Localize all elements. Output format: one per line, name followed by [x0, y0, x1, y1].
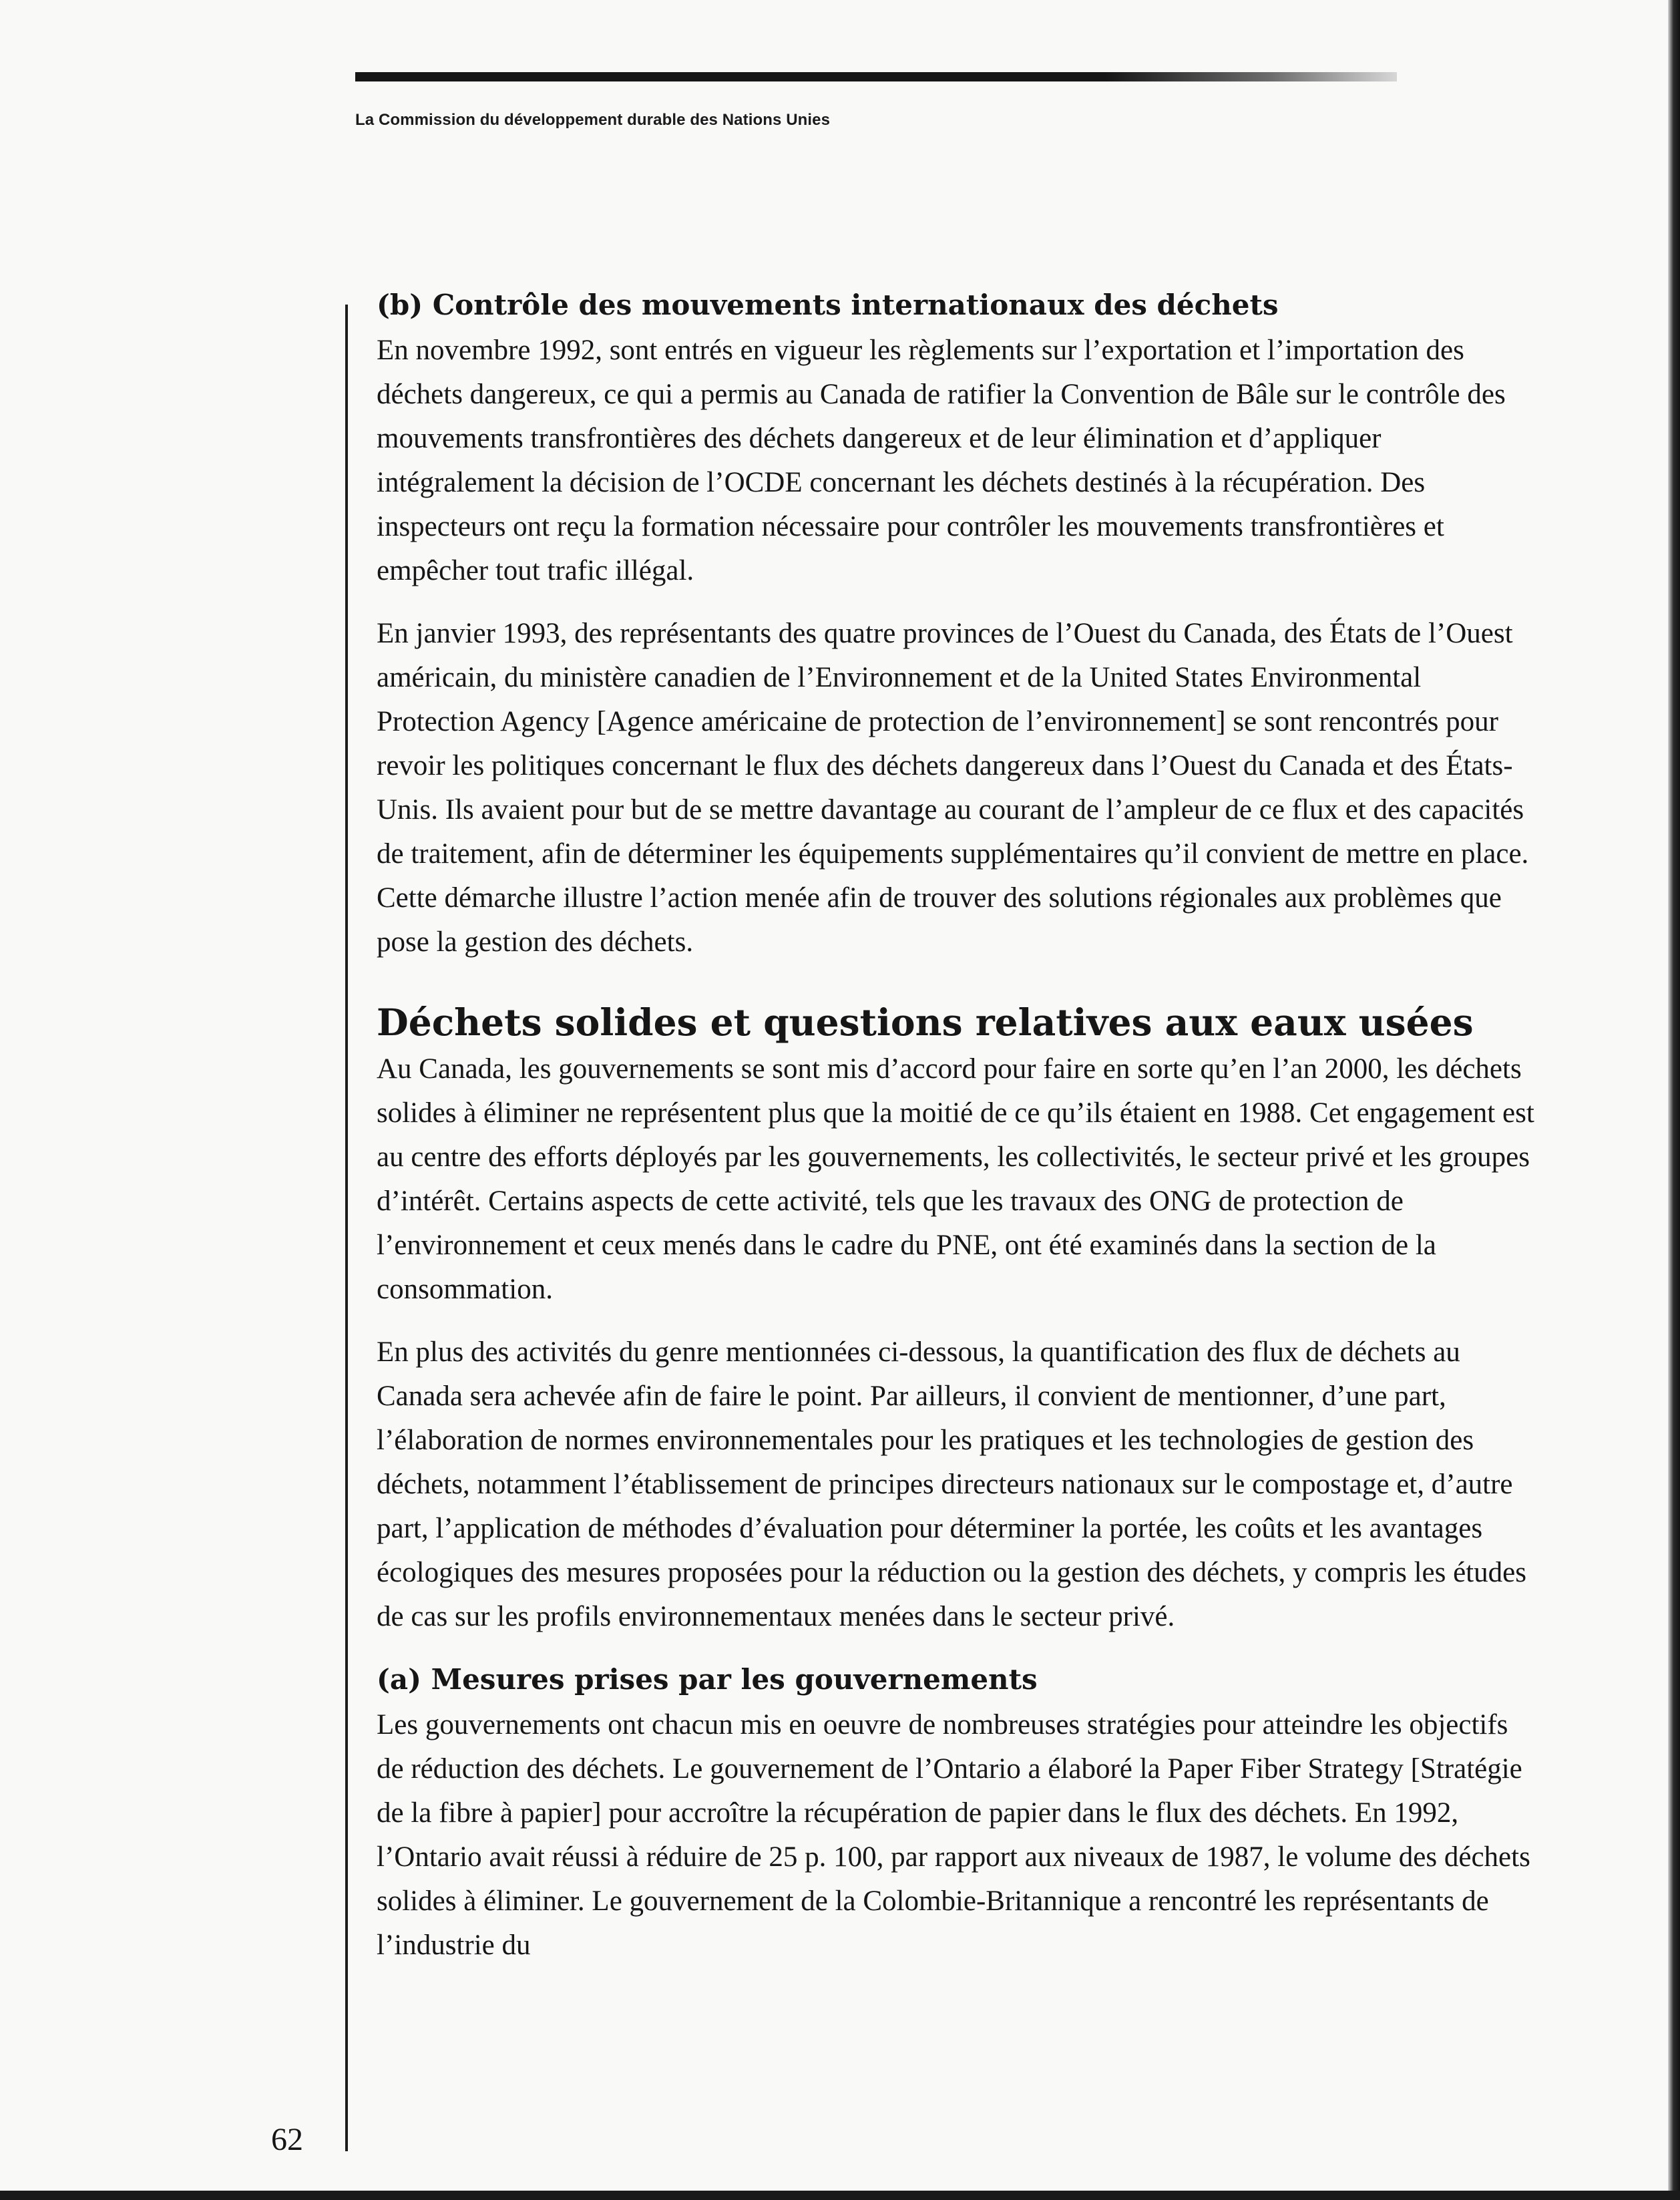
section-dechets-solides [377, 999, 1538, 1639]
page-edge-shadow-bottom [0, 2191, 1680, 2200]
paragraph-main-2: En plus des activités du genre mentionnées ci-dessous, la quantification des flux de déchets au Canada sera achevée afin de faire le point. Par ailleurs, il convient de mentionner, d’une part, l’élaboration de normes environnementales pour les pratiques et les technologies de gestion des déchets, notamment l’établissement de principes directeurs nationaux sur le compostage et, d’autre part, l’application de méthodes d’évaluation pour déterminer la portée, les coûts et les avantages écologiques des mesures proposées pour la réduction ou la gestion des déchets, y compris les études de cas sur les profils environnementaux menées dans le secteur privé. [377, 1336, 1526, 1632]
top-rule [355, 72, 1397, 81]
subheading-b: (b) Contrôle des mouvements internationaux des déchets [377, 289, 1279, 321]
left-margin-rule [345, 305, 348, 2151]
document-content [377, 287, 1538, 1968]
paragraph-b-1: En novembre 1992, sont entrés en vigueur les règlements sur l’exportation et l’importation des déchets dangereux, ce qui a permis au Canada de ratifier la Convention de Bâle sur le contrôle des mouvements transfrontières des déchets dangereux et de leur élimination et d’appliquer intégralement la décision de l’OCDE concernant les déchets destinés à la récupération. Des inspecteurs ont reçu la formation nécessaire pour contrôler les mouvements transfrontières et empêcher tout trafic illégal. [377, 335, 1506, 586]
paragraph-main-1: Au Canada, les gouvernements se sont mis d’accord pour faire en sorte qu’en l’an 2000, les déchets solides à éliminer ne représentent plus que la moitié de ce qu’ils étaient en 1988. Cet engagement est au centre des efforts déployés par les gouvernements, les collectivités, le secteur privé et les groupes d’intérêt. Certains aspects de cette activité, tels que les travaux des ONG de protection de l’environnement et ceux menés dans le cadre du PNE, ont été examinés dans la section de la consommation. [377, 1053, 1534, 1305]
subheading-a: (a) Mesures prises par les gouvernements [377, 1663, 1038, 1696]
paragraph-b-2: En janvier 1993, des représentants des quatre provinces de l’Ouest du Canada, des États de l’Ouest américain, du ministère canadien de l’Environnement et de la United States Environmental Protection Agency [Agence américaine de protection de l’environnement] se sont rencontrés pour revoir les politiques concernant le flux des déchets dangereux dans l’Ouest du Canada et des États-Unis. Ils avaient pour but de se mettre davantage au courant de l’ampleur de ce flux et des capacités de traitement, afin de déterminer les équipements supplémentaires qu’il convient de mettre en place. Cette démarche illustre l’action menée afin de trouver des solutions régionales aux problèmes que pose la gestion des déchets. [377, 618, 1529, 958]
page-edge-shadow-right [1668, 0, 1680, 2200]
section-heading-dechets-solides: Déchets solides et questions relatives aux eaux usées [377, 1000, 1474, 1044]
paragraph-a-1: Les gouvernements ont chacun mis en oeuvre de nombreuses stratégies pour atteindre les objectifs de réduction des déchets. Le gouvernement de l’Ontario a élaboré la Paper Fiber Strategy [Stratégie de la fibre à papier] pour accroître la récupération de papier dans le flux des déchets. En 1992, l’Ontario avait réussi à réduire de 25 p. 100, par rapport aux niveaux de 1987, le volume des déchets solides à éliminer. Le gouvernement de la Colombie-Britannique a rencontré les représentants de l’industrie du [377, 1709, 1530, 1961]
page-number: 62 [271, 2122, 303, 2157]
section-a [377, 1662, 1538, 1968]
running-header: La Commission du développement durable des Nations Unies [355, 111, 831, 129]
section-b [377, 287, 1538, 964]
